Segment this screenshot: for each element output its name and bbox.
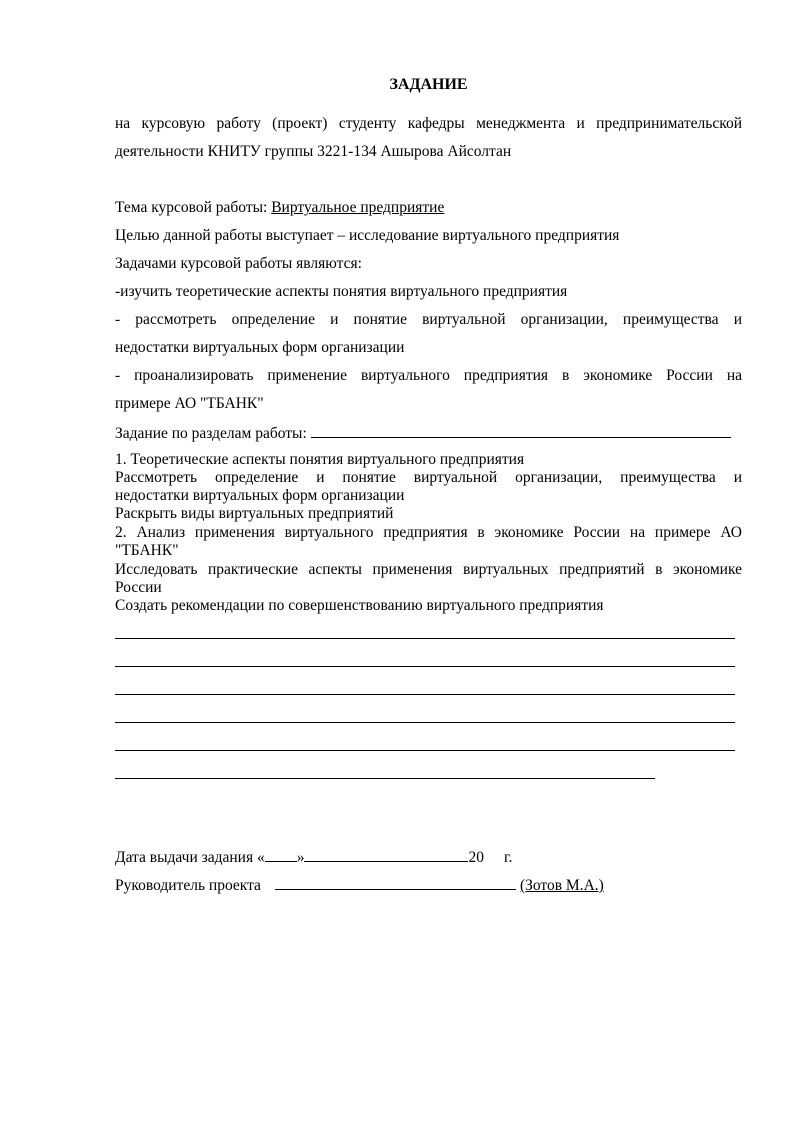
supervisor-line	[115, 875, 742, 895]
blank-line-2	[115, 666, 735, 667]
task-item-3-line-2: примере АО "ТБАНК"	[115, 395, 264, 412]
intro-line-2: деятельности КНИТУ группы 3221-134 Ашырова Айсолтан	[115, 143, 512, 160]
supervisor-label: Руководитель проекта	[115, 877, 261, 894]
blank-line-1	[115, 638, 735, 639]
blank-line-6	[115, 778, 655, 779]
topic-label: Тема курсовой работы:	[115, 199, 272, 216]
section-2-sub-1-line-2: России	[115, 579, 162, 596]
issue-date-close: »	[296, 849, 305, 866]
issue-year-prefix: 20	[468, 849, 484, 866]
issue-year-suffix: г.	[503, 849, 513, 866]
section-2-title-line-1: 2. Анализ применения виртуального предприятия в экономике России на примере АО	[115, 524, 742, 541]
task-item-1: -изучить теоретические аспекты понятия виртуального предприятия	[115, 283, 568, 300]
document-title: ЗАДАНИЕ	[389, 76, 468, 93]
issue-date-label: Дата выдачи задания «	[115, 849, 265, 866]
section-2-sub-1-line-1: Исследовать практические аспекты применения виртуальных предприятий в экономике	[115, 561, 742, 578]
goal-line: Целью данной работы выступает – исследование виртуального предприятия	[115, 227, 620, 244]
sections-underline	[311, 423, 731, 438]
issue-date-line	[115, 847, 742, 867]
task-item-2-line-2: недостатки виртуальных форм организации	[115, 339, 405, 356]
issue-month-blank	[304, 847, 468, 862]
issue-day-blank	[265, 847, 297, 862]
topic-line	[115, 199, 742, 217]
topic-value: Виртуальное предприятие	[271, 199, 445, 216]
tasks-heading: Задачами курсовой работы являются:	[115, 255, 362, 272]
section-1-sub-1-line-2: недостатки виртуальных форм организации	[115, 487, 405, 504]
blank-line-3	[115, 694, 735, 695]
sections-label: Задание по разделам работы:	[115, 425, 311, 442]
sections-label-line	[115, 423, 742, 443]
task-item-2-line-1: - рассмотреть определение и понятие виртуальной организации, преимущества и	[115, 311, 742, 328]
section-1-title: 1. Теоретические аспекты понятия виртуального предприятия	[115, 451, 525, 468]
supervisor-name: (Зотов М.А.)	[519, 877, 604, 894]
blank-line-4	[115, 722, 735, 723]
blank-line-5	[115, 750, 735, 751]
section-1-sub-2: Раскрыть виды виртуальных предприятий	[115, 505, 394, 522]
section-1-sub-1-line-1: Рассмотреть определение и понятие виртуальной организации, преимущества и	[115, 469, 742, 486]
supervisor-signature-blank	[275, 875, 516, 890]
section-2-sub-2: Создать рекомендации по совершенствованию виртуального предприятия	[115, 597, 604, 614]
task-item-3-line-1: - проанализировать применение виртуального предприятия в экономике России на	[115, 367, 742, 384]
section-2-title-line-2: "ТБАНК"	[115, 542, 179, 559]
intro-line-1: на курсовую работу (проект) студенту кафедры менеджмента и предпринимательской	[115, 115, 742, 132]
